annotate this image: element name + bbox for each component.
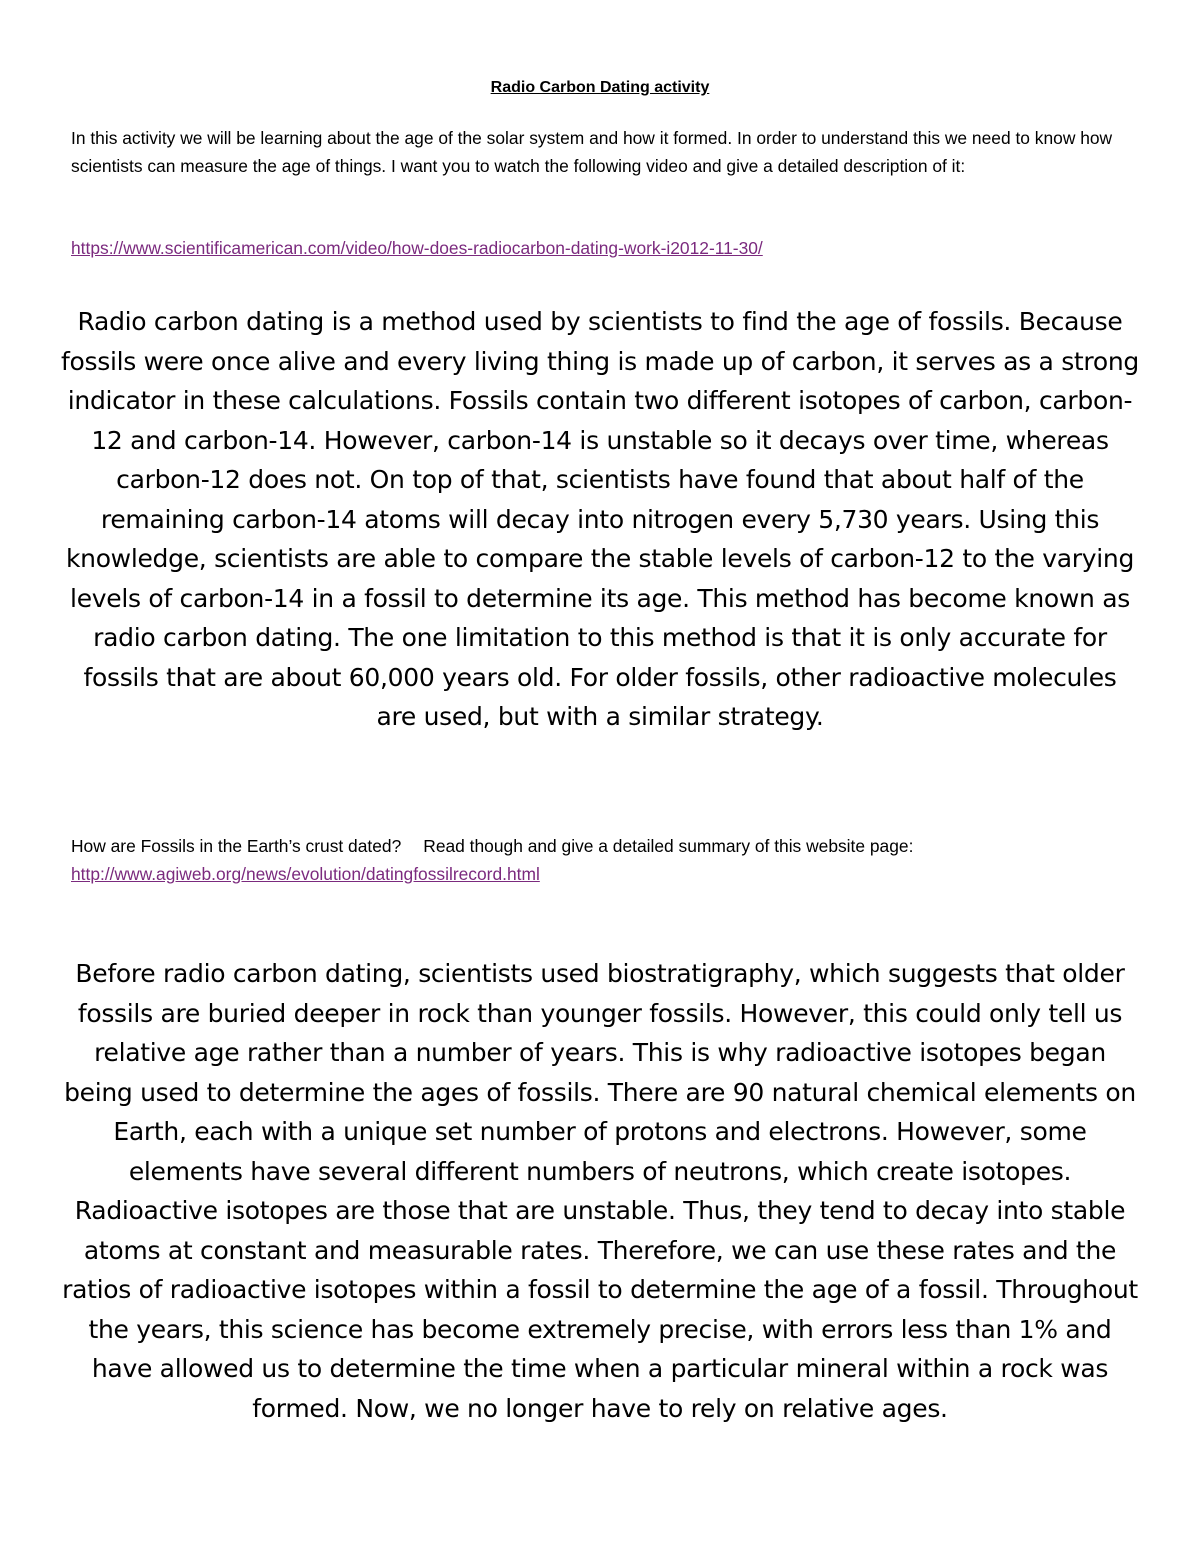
video-link[interactable]: https://www.scientificamerican.com/video/how-does-radiocarbon-dating-work-i2012-11-30/: [71, 238, 763, 258]
question-2: [71, 834, 1151, 858]
intro-paragraph: In this activity we will be learning about the age of the solar system and how it formed. In order to understand this we need to know how scientists can measure the age of things. I want you to watch the following video and give a detailed description of it:: [71, 128, 1113, 176]
answer-paragraph-1: Radio carbon dating is a method used by scientists to find the age of fossils. Because fossils were once alive and every living thing is made up of carbon, it serves as a strong indicator in these calculations. Fossils contain two different isotopes of carbon, carbon-12 and carbon-14. However, carbon-14 is unstable so it decays over time, whereas carbon-12 does not. On top of that, scientists have found that about half of the remaining carbon-14 atoms will decay into nitrogen every 5,730 years. Using this knowledge, scientists are able to compare the stable levels of carbon-12 to the varying levels of carbon-14 in a fossil to determine its age. This method has become known as radio carbon dating. The one limitation to this method is that it is only accurate for fossils that are about 60,000 years old. For older fossils, other radioactive molecules are used, but with a similar strategy.: [61, 307, 1139, 731]
question-2-prefix: How are Fossils in the Earth’s crust dated?: [71, 836, 402, 856]
answer-paragraph-2: Before radio carbon dating, scientists used biostratigraphy, which suggests that older fossils are buried deeper in rock than younger fossils. However, this could only tell us relative age rather than a number of years. This is why radioactive isotopes began being used to determine the ages of fossils. There are 90 natural chemical elements on Earth, each with a unique set number of protons and electrons. However, some elements have several different numbers of neutrons, which create isotopes. Radioactive isotopes are those that are unstable. Thus, they tend to decay into stable atoms at constant and measurable rates. Therefore, we can use these rates and the ratios of radioactive isotopes within a fossil to determine the age of a fossil. Throughout the years, this science has become extremely precise, with errors less than 1% and have allowed us to determine the time when a particular mineral within a rock was formed. Now, we no longer have to rely on relative ages.: [62, 959, 1138, 1423]
document-title: Radio Carbon Dating activity: [490, 79, 710, 96]
website-link[interactable]: http://www.agiweb.org/news/evolution/datingfossilrecord.html: [71, 864, 540, 884]
question-2-suffix: Read though and give a detailed summary of this website page:: [423, 836, 914, 856]
